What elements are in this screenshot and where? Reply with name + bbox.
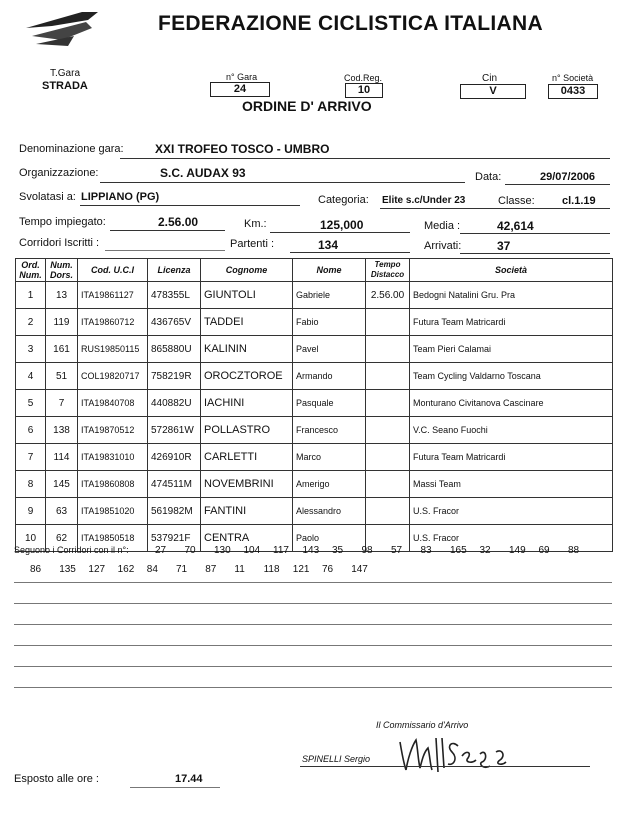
seguono-number: 130 — [214, 545, 231, 556]
seguono-number: 118 — [263, 564, 280, 575]
ngara-label: n° Gara — [226, 72, 258, 82]
data-value: 29/07/2006 — [540, 171, 596, 183]
seguono-number: 147 — [351, 564, 368, 575]
cod-uci-cell: ITA19860712 — [78, 309, 148, 336]
seguono-number: 87 — [205, 564, 217, 575]
commissario-name: SPINELLI Sergio — [302, 754, 371, 764]
denominazione-label: Denominazione gara: — [19, 143, 124, 155]
nome-cell: Marco — [293, 444, 366, 471]
nome-cell: Armando — [293, 363, 366, 390]
seguono-number: 117 — [273, 545, 289, 556]
cognome-cell: OROCZTOROE — [201, 363, 293, 390]
tgara-label: T.Gara — [50, 68, 81, 79]
col-header-ord: Ord. Num. — [16, 259, 46, 282]
cognome-cell: KALININ — [201, 336, 293, 363]
arrivati-label: Arrivati: — [424, 240, 462, 252]
licenza-cell: 561982M — [148, 498, 201, 525]
licenza-cell: 474511M — [148, 471, 201, 498]
licenza-cell: 572861W — [148, 417, 201, 444]
societa-cell: Futura Team Matricardi — [410, 309, 613, 336]
codreg-label: Cod.Reg. — [344, 73, 383, 83]
svolatasi-value: LIPPIANO (PG) — [81, 191, 160, 203]
table-row — [16, 498, 613, 525]
tempo-cell — [366, 471, 410, 498]
seguono-number: 86 — [30, 564, 42, 575]
ngara-value: 24 — [210, 82, 270, 97]
col-header-cognome: Cognome — [201, 259, 293, 282]
dorsale-cell: 114 — [46, 444, 78, 471]
tempo-cell: 2.56.00 — [366, 282, 410, 309]
seguono-number: 104 — [243, 545, 261, 556]
cod-uci-cell: ITA19851020 — [78, 498, 148, 525]
cod-uci-cell: ITA19840708 — [78, 390, 148, 417]
dorsale-cell: 7 — [46, 390, 78, 417]
cod-uci-cell: ITA19850518 — [78, 525, 148, 552]
ord-cell: 7 — [16, 444, 46, 471]
categoria-value: Elite s.c/Under 23 — [382, 195, 466, 206]
seguono-number: 135 — [59, 564, 76, 575]
seguono-number: 83 — [420, 545, 432, 556]
dorsale-cell: 161 — [46, 336, 78, 363]
licenza-cell: 426910R — [148, 444, 201, 471]
classe-value: cl.1.19 — [562, 195, 596, 207]
data-label: Data: — [475, 171, 502, 183]
km-label: Km.: — [244, 218, 267, 230]
ord-cell: 6 — [16, 417, 46, 444]
cognome-cell: NOVEMBRINI — [201, 471, 293, 498]
nome-cell: Paolo — [293, 525, 366, 552]
societa-cell: U.S. Fracor — [410, 498, 613, 525]
nome-cell: Fabio — [293, 309, 366, 336]
seguono-number: 84 — [146, 564, 158, 575]
esposto-value: 17.44 — [175, 773, 203, 785]
societa-cell: U.S. Fracor — [410, 525, 613, 552]
nome-cell: Pasquale — [293, 390, 366, 417]
col-header-tempo: Tempo Distacco — [366, 259, 410, 282]
dorsale-cell: 13 — [46, 282, 78, 309]
seguono-number: 69 — [538, 545, 550, 556]
licenza-cell: 865880U — [148, 336, 201, 363]
col-header-dors: Num. Dors. — [46, 259, 78, 282]
societa-cell: Massi Team — [410, 471, 613, 498]
seguono-number: 127 — [88, 564, 106, 575]
table-row — [16, 309, 613, 336]
table-row — [16, 471, 613, 498]
cod-uci-cell: RUS19850115 — [78, 336, 148, 363]
dorsale-cell: 138 — [46, 417, 78, 444]
organizzazione-value: S.C. AUDAX 93 — [160, 166, 246, 180]
seguono-number: 162 — [117, 564, 135, 575]
ord-cell: 3 — [16, 336, 46, 363]
dorsale-cell: 63 — [46, 498, 78, 525]
seguono-number: 165 — [450, 545, 467, 556]
table-row — [16, 390, 613, 417]
partenti-value: 134 — [318, 238, 339, 252]
cod-uci-cell: COL19820717 — [78, 363, 148, 390]
table-row — [16, 336, 613, 363]
media-label: Media : — [424, 220, 461, 232]
seguono-number: 11 — [234, 564, 245, 575]
cognome-cell: CENTRA — [201, 525, 293, 552]
classe-label: Classe: — [498, 195, 535, 207]
nsocieta-label: n° Società — [552, 73, 594, 83]
seguono-number: 143 — [302, 545, 320, 556]
tempo-cell — [366, 363, 410, 390]
commissario-label: Il Commissario d'Arrivo — [376, 720, 469, 730]
licenza-cell: 758219R — [148, 363, 201, 390]
ord-cell: 8 — [16, 471, 46, 498]
svolatasi-label: Svolatasi a: — [19, 191, 76, 203]
licenza-cell: 478355L — [148, 282, 201, 309]
fci-logo — [22, 6, 102, 50]
societa-cell: V.C. Seano Fuochi — [410, 417, 613, 444]
cognome-cell: POLLASTRO — [201, 417, 293, 444]
table-row — [16, 282, 613, 309]
tempo-cell — [366, 390, 410, 417]
media-value: 42,614 — [497, 219, 534, 233]
societa-cell: Futura Team Matricardi — [410, 444, 613, 471]
organizzazione-label: Organizzazione: — [19, 167, 99, 179]
arrivati-value: 37 — [497, 239, 511, 253]
col-header-licenza: Licenza — [148, 259, 201, 282]
cod-uci-cell: ITA19831010 — [78, 444, 148, 471]
seguono-number: 71 — [176, 564, 188, 575]
seguono-number: 121 — [292, 564, 310, 575]
cognome-cell: GIUNTOLI — [201, 282, 293, 309]
cognome-cell: FANTINI — [201, 498, 293, 525]
tempo-cell — [366, 417, 410, 444]
seguono-number: 149 — [509, 545, 526, 556]
nsocieta-value: 0433 — [548, 84, 598, 99]
document-subtitle: ORDINE D' ARRIVO — [242, 98, 372, 114]
seguono-number: 32 — [479, 545, 491, 556]
societa-cell: Bedogni Natalini Gru. Pra — [410, 282, 613, 309]
ord-cell: 5 — [16, 390, 46, 417]
societa-cell: Team Cycling Valdarno Toscana — [410, 363, 613, 390]
codreg-value: 10 — [345, 83, 383, 98]
dorsale-cell: 119 — [46, 309, 78, 336]
licenza-cell: 440882U — [148, 390, 201, 417]
ord-cell: 4 — [16, 363, 46, 390]
cin-value: V — [460, 84, 526, 99]
table-row — [16, 444, 613, 471]
iscritti-label: Corridori Iscritti : — [19, 237, 100, 249]
table-row — [16, 417, 613, 444]
nome-cell: Gabriele — [293, 282, 366, 309]
tempo-cell — [366, 498, 410, 525]
col-header-societa: Società — [410, 259, 613, 282]
seguono-number: 57 — [391, 545, 403, 556]
tempo-cell — [366, 309, 410, 336]
nome-cell: Amerigo — [293, 471, 366, 498]
dorsale-cell: 51 — [46, 363, 78, 390]
cin-label: Cin — [482, 73, 498, 84]
societa-cell: Monturano Civitanova Cascinare — [410, 390, 613, 417]
tgara-value: STRADA — [42, 80, 88, 92]
categoria-label: Categoria: — [318, 194, 369, 206]
societa-cell: Team Pieri Calamai — [410, 336, 613, 363]
tempo-label: Tempo impiegato: — [19, 216, 106, 228]
seguono-number: 70 — [184, 545, 196, 556]
partenti-label: Partenti : — [230, 238, 275, 250]
table-header-row — [16, 259, 613, 282]
results-table — [15, 258, 613, 552]
document-title: FEDERAZIONE CICLISTICA ITALIANA — [158, 12, 543, 35]
licenza-cell: 537921F — [148, 525, 201, 552]
nome-cell: Pavel — [293, 336, 366, 363]
table-row — [16, 363, 613, 390]
cod-uci-cell: ITA19860808 — [78, 471, 148, 498]
tempo-cell — [366, 444, 410, 471]
denominazione-value: XXI TROFEO TOSCO - UMBRO — [155, 142, 330, 156]
col-header-uci: Cod. U.C.I — [78, 259, 148, 282]
commissario-signature — [392, 730, 512, 776]
ord-cell: 2 — [16, 309, 46, 336]
seguono-number: 35 — [332, 545, 344, 556]
cod-uci-cell: ITA19870512 — [78, 417, 148, 444]
cognome-cell: TADDEI — [201, 309, 293, 336]
ord-cell: 10 — [16, 525, 46, 552]
col-header-nome: Nome — [293, 259, 366, 282]
cognome-cell: CARLETTI — [201, 444, 293, 471]
tempo-cell — [366, 336, 410, 363]
nome-cell: Francesco — [293, 417, 366, 444]
tempo-value: 2.56.00 — [158, 215, 199, 229]
km-value: 125,000 — [320, 218, 364, 232]
seguono-label: Seguono i Corridori con il n°: — [14, 545, 129, 555]
cognome-cell: IACHINI — [201, 390, 293, 417]
seguono-number: 27 — [155, 545, 167, 556]
seguono-number: 98 — [361, 545, 373, 556]
ord-cell: 9 — [16, 498, 46, 525]
seguono-number: 88 — [568, 545, 580, 556]
cod-uci-cell: ITA19861127 — [78, 282, 148, 309]
esposto-label: Esposto alle ore : — [14, 773, 99, 785]
nome-cell: Alessandro — [293, 498, 366, 525]
ord-cell: 1 — [16, 282, 46, 309]
licenza-cell: 436765V — [148, 309, 201, 336]
dorsale-cell: 62 — [46, 525, 78, 552]
seguono-number: 76 — [322, 564, 334, 575]
dorsale-cell: 145 — [46, 471, 78, 498]
